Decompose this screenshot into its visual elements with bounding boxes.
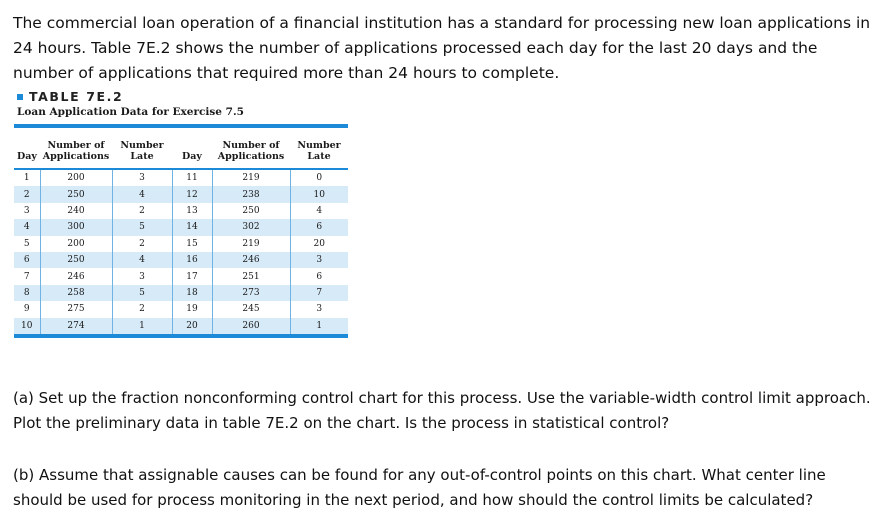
- header-row-2: [14, 151, 348, 168]
- header-day-left: Day: [17, 151, 37, 162]
- cell-late: 3: [112, 268, 172, 284]
- cell-day: 16: [172, 252, 212, 268]
- cell-day: 18: [172, 285, 212, 301]
- intro-text: The commercial loan operation of a financial institution has a standard for processing new loan applications in 24 hours. Table 7E.2 shows the number of applications processed each day for the last 20 days and the number of applications that required more than 24 hours to complete.: [13, 14, 871, 82]
- table-bottom-rule: [14, 334, 348, 338]
- cell-applications: 300: [40, 219, 112, 235]
- header-applications-left: Applications: [42, 151, 110, 162]
- cell-applications: 251: [212, 268, 290, 284]
- table-row: [14, 318, 348, 334]
- cell-day: 5: [14, 236, 40, 252]
- header-row-1: [14, 128, 348, 151]
- cell-day: 17: [172, 268, 212, 284]
- cell-day: 14: [172, 219, 212, 235]
- header-number-of-left: Number of: [47, 140, 105, 151]
- table-row: [14, 186, 348, 202]
- problem-statement: [13, 11, 875, 86]
- header-blank: [172, 128, 212, 151]
- cell-applications: 245: [212, 301, 290, 317]
- header-blank: [14, 128, 40, 151]
- cell-applications: 246: [40, 268, 112, 284]
- table-row: [14, 219, 348, 235]
- header-day-right: Day: [182, 151, 202, 162]
- header-number-of-right: Number of: [222, 140, 280, 151]
- cell-day: 3: [14, 203, 40, 219]
- cell-day: 13: [172, 203, 212, 219]
- cell-late: 3: [112, 170, 172, 186]
- cell-applications: 302: [212, 219, 290, 235]
- cell-applications: 219: [212, 170, 290, 186]
- cell-day: 12: [172, 186, 212, 202]
- loan-data-table: [14, 124, 348, 338]
- cell-late: 20: [313, 238, 325, 249]
- table-row: [14, 252, 348, 268]
- cell-day: 1: [14, 170, 40, 186]
- cell-day: 9: [14, 301, 40, 317]
- cell-applications: 260: [212, 318, 290, 334]
- question-b: (b) Assume that assignable causes can be found for any out-of-control points on this chart. What center line should be used for process monitoring in the next period, and how should the control limits be calculated?: [13, 466, 826, 509]
- cell-applications: 200: [40, 236, 112, 252]
- cell-late: 2: [112, 301, 172, 317]
- cell-applications: 250: [40, 252, 112, 268]
- header-number-left: Number: [120, 140, 164, 151]
- header-late-right: Late: [307, 151, 331, 162]
- cell-late: 2: [112, 236, 172, 252]
- table-row: [14, 285, 348, 301]
- cell-applications: 200: [40, 170, 112, 186]
- table-row: [14, 203, 348, 219]
- square-bullet-icon: [17, 94, 23, 100]
- cell-day: 20: [172, 318, 212, 334]
- cell-day: 11: [172, 170, 212, 186]
- cell-late: 4: [112, 252, 172, 268]
- data-table: [14, 128, 348, 168]
- cell-day: 7: [14, 268, 40, 284]
- table-row: [14, 301, 348, 317]
- cell-late: 1: [112, 318, 172, 334]
- cell-late: 6: [316, 271, 323, 282]
- cell-applications: 258: [40, 285, 112, 301]
- cell-late: 5: [112, 285, 172, 301]
- cell-day: 6: [14, 252, 40, 268]
- cell-applications: 250: [40, 186, 112, 202]
- question-a: (a) Set up the fraction nonconforming control chart for this process. Use the variable-width control limit approach. Plot the preliminary data in table 7E.2 on the chart. Is the process in statistical control?: [13, 389, 871, 432]
- cell-late: 7: [290, 285, 348, 301]
- table-caption: Loan Application Data for Exercise 7.5: [17, 106, 244, 118]
- cell-applications: 273: [212, 285, 290, 301]
- table-row: [14, 236, 348, 252]
- header-applications-right: Applications: [217, 151, 285, 162]
- cell-late: 4: [112, 186, 172, 202]
- cell-day: 19: [172, 301, 212, 317]
- cell-late: 5: [112, 219, 172, 235]
- cell-applications: 238: [212, 186, 290, 202]
- cell-late: 1: [290, 318, 348, 334]
- cell-late: 3: [316, 304, 323, 315]
- cell-day: 2: [14, 186, 40, 202]
- header-late-left: Late: [130, 151, 154, 162]
- cell-late: 3: [290, 252, 348, 268]
- table-row: [14, 170, 348, 186]
- cell-late: 4: [316, 205, 323, 216]
- cell-applications: 246: [212, 252, 290, 268]
- cell-late: 0: [316, 173, 323, 184]
- cell-late: 2: [112, 203, 172, 219]
- header-number-right: Number: [297, 140, 341, 151]
- cell-applications: 240: [40, 203, 112, 219]
- cell-applications: 250: [212, 203, 290, 219]
- table-label: [17, 89, 123, 104]
- table-label-text: TABLE 7E.2: [29, 89, 124, 104]
- cell-late: 6: [290, 219, 348, 235]
- cell-day: 15: [172, 236, 212, 252]
- table-row: [14, 268, 348, 284]
- cell-late: 10: [290, 186, 348, 202]
- cell-day: 8: [14, 285, 40, 301]
- cell-applications: 219: [212, 236, 290, 252]
- cell-applications: 274: [40, 318, 112, 334]
- cell-day: 4: [14, 219, 40, 235]
- cell-applications: 275: [40, 301, 112, 317]
- data-table-body: [14, 170, 348, 334]
- cell-day: 10: [14, 318, 40, 334]
